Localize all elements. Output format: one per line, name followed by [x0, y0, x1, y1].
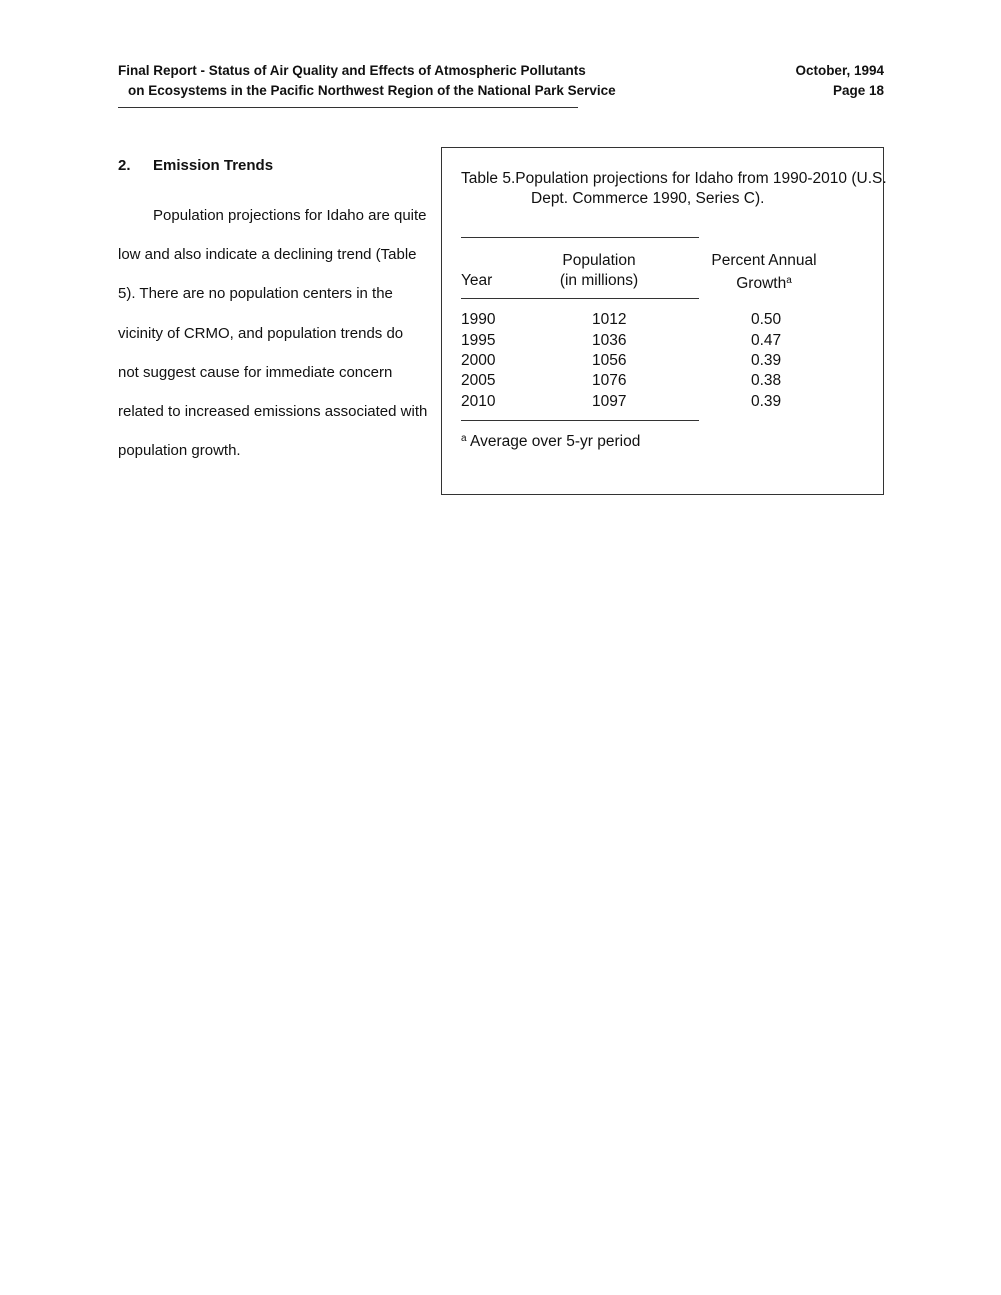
- growth-cell: 0.50: [751, 311, 782, 328]
- column-header-growth-line-2: [706, 271, 822, 294]
- growth-label: Growth: [736, 275, 787, 292]
- table-bottom-rule: [461, 420, 699, 421]
- population-cell: 1012: [592, 311, 627, 328]
- column-header-growth: [706, 251, 822, 294]
- column-header-population-line-1: Population: [562, 252, 636, 269]
- column-header-population: [549, 251, 649, 291]
- year-cell: 1995: [461, 332, 496, 349]
- table-top-rule: [461, 237, 699, 238]
- column-header-population-line-2: (in millions): [559, 272, 639, 289]
- year-cell: 2005: [461, 372, 496, 389]
- page-number: Page 18: [832, 83, 884, 98]
- section-title: Emission Trends: [153, 157, 274, 174]
- section-number: 2.: [118, 157, 131, 174]
- report-title-line-1: Final Report - Status of Air Quality and Effects of Atmospheric Pollutants: [118, 63, 586, 78]
- population-cell: 1097: [592, 393, 627, 410]
- growth-cell: 0.47: [751, 332, 782, 349]
- population-cell: 1076: [592, 372, 627, 389]
- report-title-line-2: on Ecosystems in the Pacific Northwest Region of the National Park Service: [128, 83, 616, 98]
- growth-cell: 0.39: [751, 352, 782, 369]
- table-footnote: [461, 433, 640, 451]
- column-header-growth-line-1: Percent Annual: [711, 252, 817, 269]
- report-title: [118, 61, 616, 101]
- footnote-text: Average over 5-yr period: [470, 433, 641, 450]
- column-header-year: Year: [461, 272, 493, 289]
- body-paragraph: Population projections for Idaho are quite low and also indicate a declining trend (Table 5). There are no population centers in the vicinity of CRMO, and population trends do not suggest cause for immediate concern related to increased emissions associated with population growth.: [118, 207, 428, 460]
- growth-cell: 0.38: [751, 372, 782, 389]
- table-caption-line-2: Dept. Commerce 1990, Series C).: [531, 190, 765, 207]
- report-date: October, 1994: [795, 63, 884, 78]
- section-heading: [118, 157, 273, 174]
- population-cell: 1036: [592, 332, 627, 349]
- header-divider: [118, 107, 578, 108]
- year-cell: 2010: [461, 393, 496, 410]
- footnote-marker: a: [786, 275, 792, 286]
- header-meta: [760, 61, 884, 101]
- footnote-marker: a: [461, 433, 467, 444]
- table-header-rule: [461, 298, 699, 299]
- table-caption-line-1: Table 5.Population projections for Idaho from 1990-2010 (U.S.: [461, 170, 887, 187]
- year-cell: 1990: [461, 311, 496, 328]
- growth-cell: 0.39: [751, 393, 782, 410]
- year-cell: 2000: [461, 352, 496, 369]
- population-cell: 1056: [592, 352, 627, 369]
